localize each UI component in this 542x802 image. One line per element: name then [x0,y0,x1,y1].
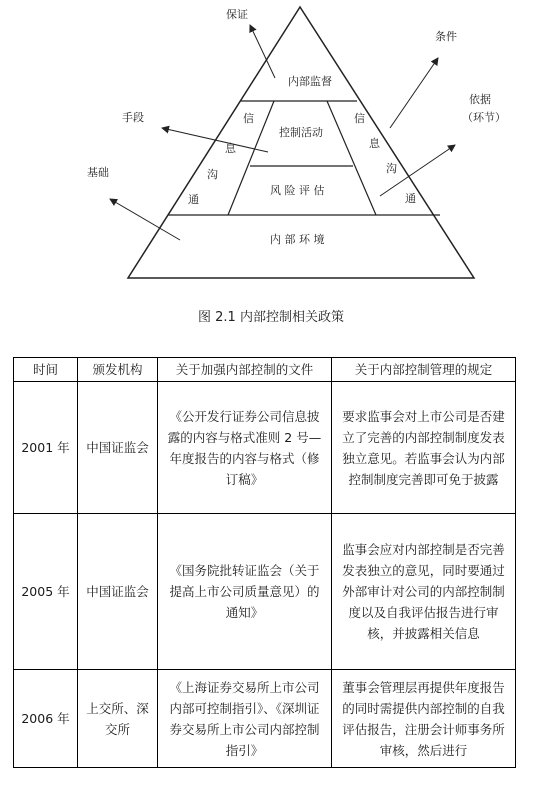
header-regulation: 关于内部控制管理的规定 [332,358,516,382]
cell-time: 2005 年 [14,514,78,670]
internal-control-pyramid-diagram [0,0,542,300]
label-means: 手段 [122,111,144,124]
cell-agency: 中国证监会 [78,382,158,514]
info-comm-right-1: 信 [354,112,365,125]
cell-agency: 上交所、深交所 [78,670,158,768]
table-header-row [14,358,516,382]
info-comm-left-2: 息 [225,142,236,155]
info-comm-right-4: 通 [405,192,416,205]
cell-agency: 中国证监会 [78,514,158,670]
cell-document: 《公开发行证券公司信息披露的内容与格式准则 2 号—年度报告的内容与格式（修订稿》 [158,382,332,514]
label-risk-assessment: 风 险 评 估 [270,184,325,197]
arrow-conditions [390,58,438,128]
header-document: 关于加强内部控制的文件 [158,358,332,382]
header-time: 时间 [14,358,78,382]
cell-document: 《上海证券交易所上市公司内部可控制指引》、《深圳证券交易所上市公司内部控制指引》 [158,670,332,768]
info-comm-left-3: 沟 [207,168,218,181]
label-foundation: 基础 [87,166,109,179]
info-comm-left-1: 信 [243,112,254,125]
divider-middle-right [327,101,376,215]
info-comm-left-4: 通 [188,193,199,206]
label-basis: 依据 [469,93,491,106]
cell-regulation: 要求监事会对上市公司是否建立了完善的内部控制制度发表独立意见。若监事会认为内部控制制度完善即可免于披露 [332,382,516,514]
info-comm-right-2: 息 [369,137,380,150]
figure-caption: 图 2.1 内部控制相关政策 [198,310,344,325]
cell-document: 《国务院批转证监会（关于提高上市公司质量意见）的通知》 [158,514,332,670]
label-guarantee: 保证 [226,8,248,21]
cell-time: 2001 年 [14,382,78,514]
label-conditions: 条件 [435,30,457,43]
label-internal-supervision: 内部监督 [288,75,332,88]
arrow-foundation [110,199,180,240]
table-row [14,514,516,670]
label-basis-sub: （环节） [462,111,506,124]
policy-table [13,357,516,768]
header-agency: 颁发机构 [78,358,158,382]
label-internal-environment: 内 部 环 境 [270,233,325,246]
table-row [14,382,516,514]
arrow-means [162,128,268,152]
label-control-activities: 控制活动 [279,126,323,139]
table-row [14,670,516,768]
cell-regulation: 监事会应对内部控制是否完善发表独立的意见，同时要通过外部审计对公司的内部控制制度以及自我评估报告进行审核，并披露相关信息 [332,514,516,670]
cell-time: 2006 年 [14,670,78,768]
cell-regulation: 董事会管理层再提供年度报告的同时需提供内部控制的自我评估报告，注册会计师事务所审核，然后进行 [332,670,516,768]
info-comm-right-3: 沟 [386,162,397,175]
